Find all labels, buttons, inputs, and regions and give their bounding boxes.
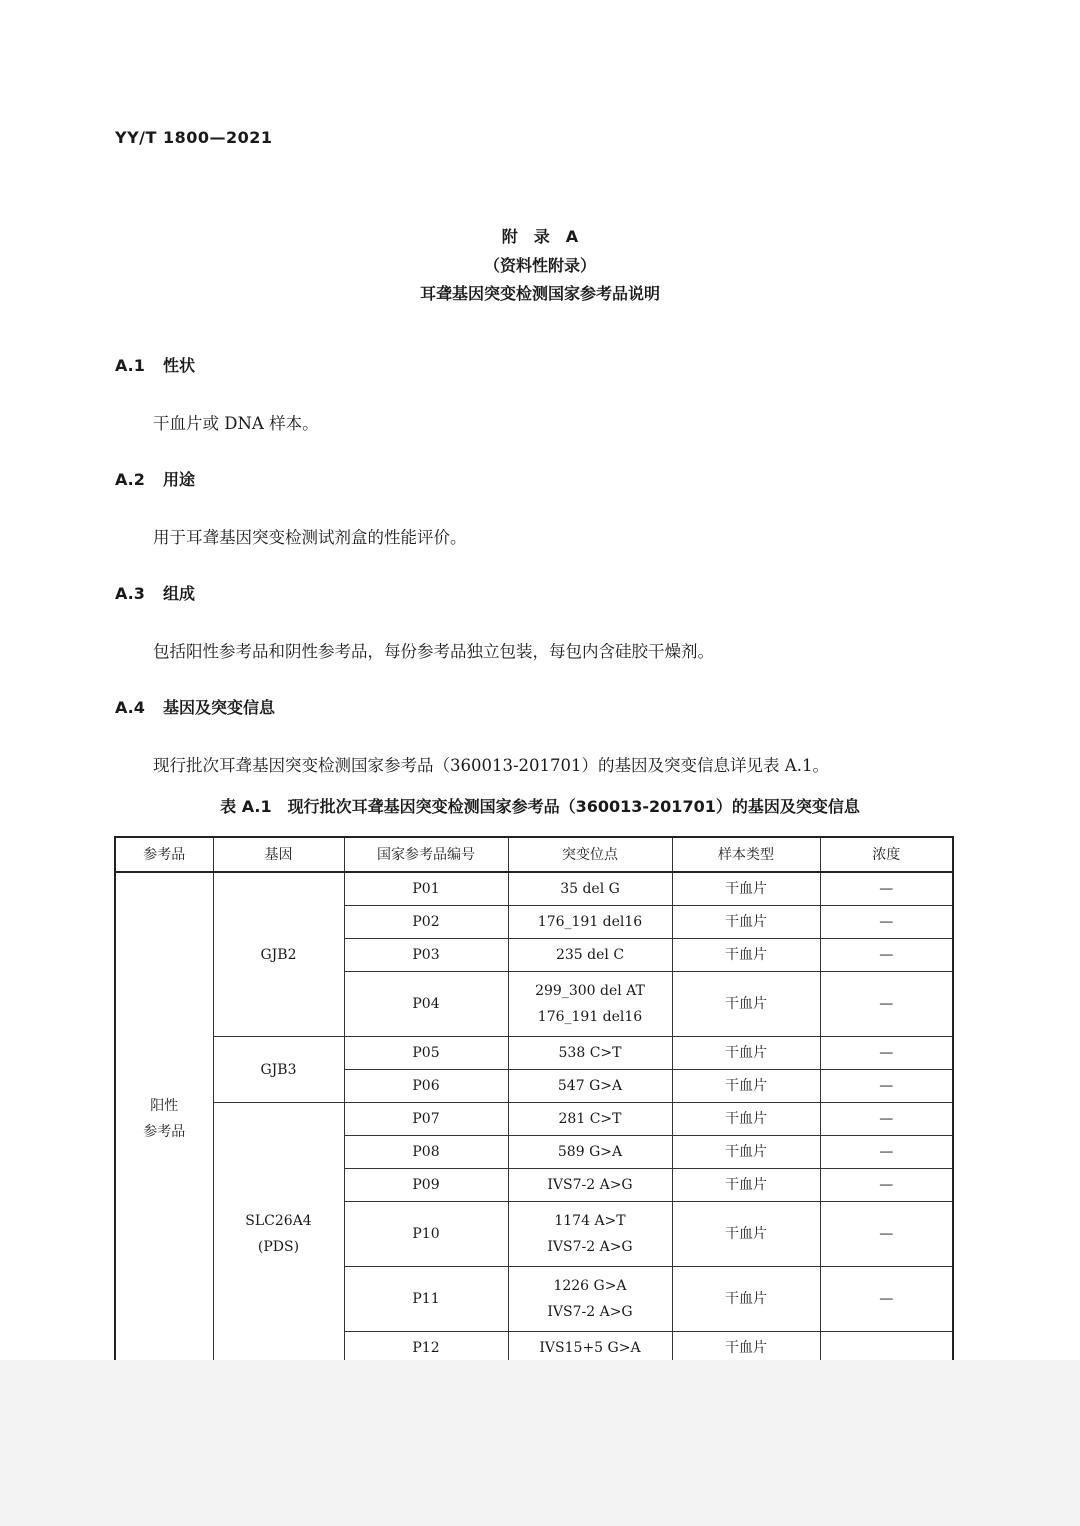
sample-type-cell: 干血片 <box>672 1037 820 1070</box>
table-caption: 表 A.1 现行批次耳聋基因突变检测国家参考品（360013-201701）的基因及突变信息 <box>220 797 860 816</box>
section-number: A.3 <box>115 584 145 603</box>
concentration-cell: — <box>820 972 953 1037</box>
appendix-subtitle: （资料性附录） <box>483 256 596 275</box>
header-mutation-site: 突变位点 <box>508 837 672 872</box>
section-text-a4: 现行批次耳聋基因突变检测国家参考品（360013-201701）的基因及突变信息详见表 A.1。 <box>153 756 829 775</box>
ref-id-cell: P10 <box>344 1202 508 1267</box>
section-text-a2: 用于耳聋基因突变检测试剂盒的性能评价。 <box>153 528 467 547</box>
mutation-line: 1174 A>T <box>554 1213 626 1229</box>
mutation-cell: 235 del C <box>508 939 672 972</box>
appendix-title: 附 录 A <box>501 227 579 246</box>
sample-type-cell: 干血片 <box>672 939 820 972</box>
mutation-cell: 547 G>A <box>508 1070 672 1103</box>
section-number: A.1 <box>115 356 145 375</box>
concentration-cell <box>820 1332 953 1361</box>
sample-type-cell: 干血片 <box>672 972 820 1037</box>
appendix-heading: 耳聋基因突变检测国家参考品说明 <box>419 284 660 303</box>
section-heading-a3 <box>115 581 195 604</box>
sample-type-cell: 干血片 <box>672 1136 820 1169</box>
gene-line: SLC26A4 <box>245 1212 312 1229</box>
mutation-line: IVS7-2 A>G <box>547 1239 633 1255</box>
gene-cell <box>213 1103 344 1361</box>
concentration-cell: — <box>820 1136 953 1169</box>
header-reference: 参考品 <box>115 837 213 872</box>
concentration-cell: — <box>820 1169 953 1202</box>
ref-id-cell: P03 <box>344 939 508 972</box>
table-header-row <box>115 837 953 872</box>
sample-type-cell: 干血片 <box>672 1202 820 1267</box>
section-title: 基因及突变信息 <box>163 698 276 717</box>
ref-id-cell: P11 <box>344 1267 508 1332</box>
section-text-a1: 干血片或 DNA 样本。 <box>153 414 319 433</box>
ref-id-cell: P02 <box>344 906 508 939</box>
mutation-line: 1226 G>A <box>553 1278 627 1294</box>
category-line: 阳性 <box>150 1097 179 1114</box>
standard-number: YY/T 1800—2021 <box>115 128 273 147</box>
section-heading-a4 <box>115 695 275 718</box>
ref-id-cell: P01 <box>344 872 508 906</box>
section-text-a3: 包括阳性参考品和阴性参考品，每份参考品独立包装，每包内含硅胶干燥剂。 <box>153 642 714 661</box>
table-row <box>115 872 953 906</box>
gene-cell: GJB3 <box>213 1037 344 1103</box>
mutation-cell: 176_191 del16 <box>508 906 672 939</box>
section-title: 性状 <box>163 356 196 375</box>
mutation-cell: 35 del G <box>508 872 672 906</box>
section-number: A.4 <box>115 698 145 717</box>
header-ref-id: 国家参考品编号 <box>344 837 508 872</box>
ref-id-cell: P05 <box>344 1037 508 1070</box>
mutation-line: 176_191 del16 <box>537 1009 643 1025</box>
concentration-cell: — <box>820 939 953 972</box>
empty-background <box>0 1360 1080 1526</box>
category-line: 参考品 <box>143 1123 186 1140</box>
sample-type-cell: 干血片 <box>672 906 820 939</box>
concentration-cell: — <box>820 1037 953 1070</box>
sample-type-cell: 干血片 <box>672 1169 820 1202</box>
ref-id-cell: P04 <box>344 972 508 1037</box>
category-cell <box>115 872 213 1360</box>
section-heading-a1 <box>115 353 195 376</box>
gene-cell: GJB2 <box>213 872 344 1037</box>
gene-line: (PDS) <box>257 1238 300 1255</box>
ref-id-cell: P06 <box>344 1070 508 1103</box>
sample-type-cell: 干血片 <box>672 1103 820 1136</box>
mutation-cell <box>508 1267 672 1332</box>
ref-id-cell: P12 <box>344 1332 508 1361</box>
ref-id-cell: P07 <box>344 1103 508 1136</box>
concentration-cell: — <box>820 872 953 906</box>
ref-id-cell: P08 <box>344 1136 508 1169</box>
table-row <box>115 1037 953 1070</box>
header-sample-type: 样本类型 <box>672 837 820 872</box>
section-title: 组成 <box>163 584 196 603</box>
mutation-cell: IVS7-2 A>G <box>508 1169 672 1202</box>
mutation-cell: 589 G>A <box>508 1136 672 1169</box>
mutation-cell: IVS15+5 G>A <box>508 1332 672 1361</box>
concentration-cell: — <box>820 1103 953 1136</box>
sample-type-cell: 干血片 <box>672 872 820 906</box>
sample-type-cell: 干血片 <box>672 1070 820 1103</box>
concentration-cell: — <box>820 1267 953 1332</box>
header-concentration: 浓度 <box>820 837 953 872</box>
section-title: 用途 <box>163 470 196 489</box>
mutation-line: IVS7-2 A>G <box>547 1304 633 1320</box>
table-row <box>115 1103 953 1136</box>
mutation-cell: 281 C>T <box>508 1103 672 1136</box>
mutation-cell <box>508 972 672 1037</box>
concentration-cell: — <box>820 1202 953 1267</box>
ref-id-cell: P09 <box>344 1169 508 1202</box>
gene-mutation-table <box>114 836 954 1360</box>
header-gene: 基因 <box>213 837 344 872</box>
mutation-cell <box>508 1202 672 1267</box>
mutation-line: 299_300 del AT <box>535 983 645 999</box>
section-heading-a2 <box>115 467 195 490</box>
mutation-cell: 538 C>T <box>508 1037 672 1070</box>
sample-type-cell: 干血片 <box>672 1332 820 1361</box>
concentration-cell: — <box>820 906 953 939</box>
concentration-cell: — <box>820 1070 953 1103</box>
section-number: A.2 <box>115 470 145 489</box>
sample-type-cell: 干血片 <box>672 1267 820 1332</box>
